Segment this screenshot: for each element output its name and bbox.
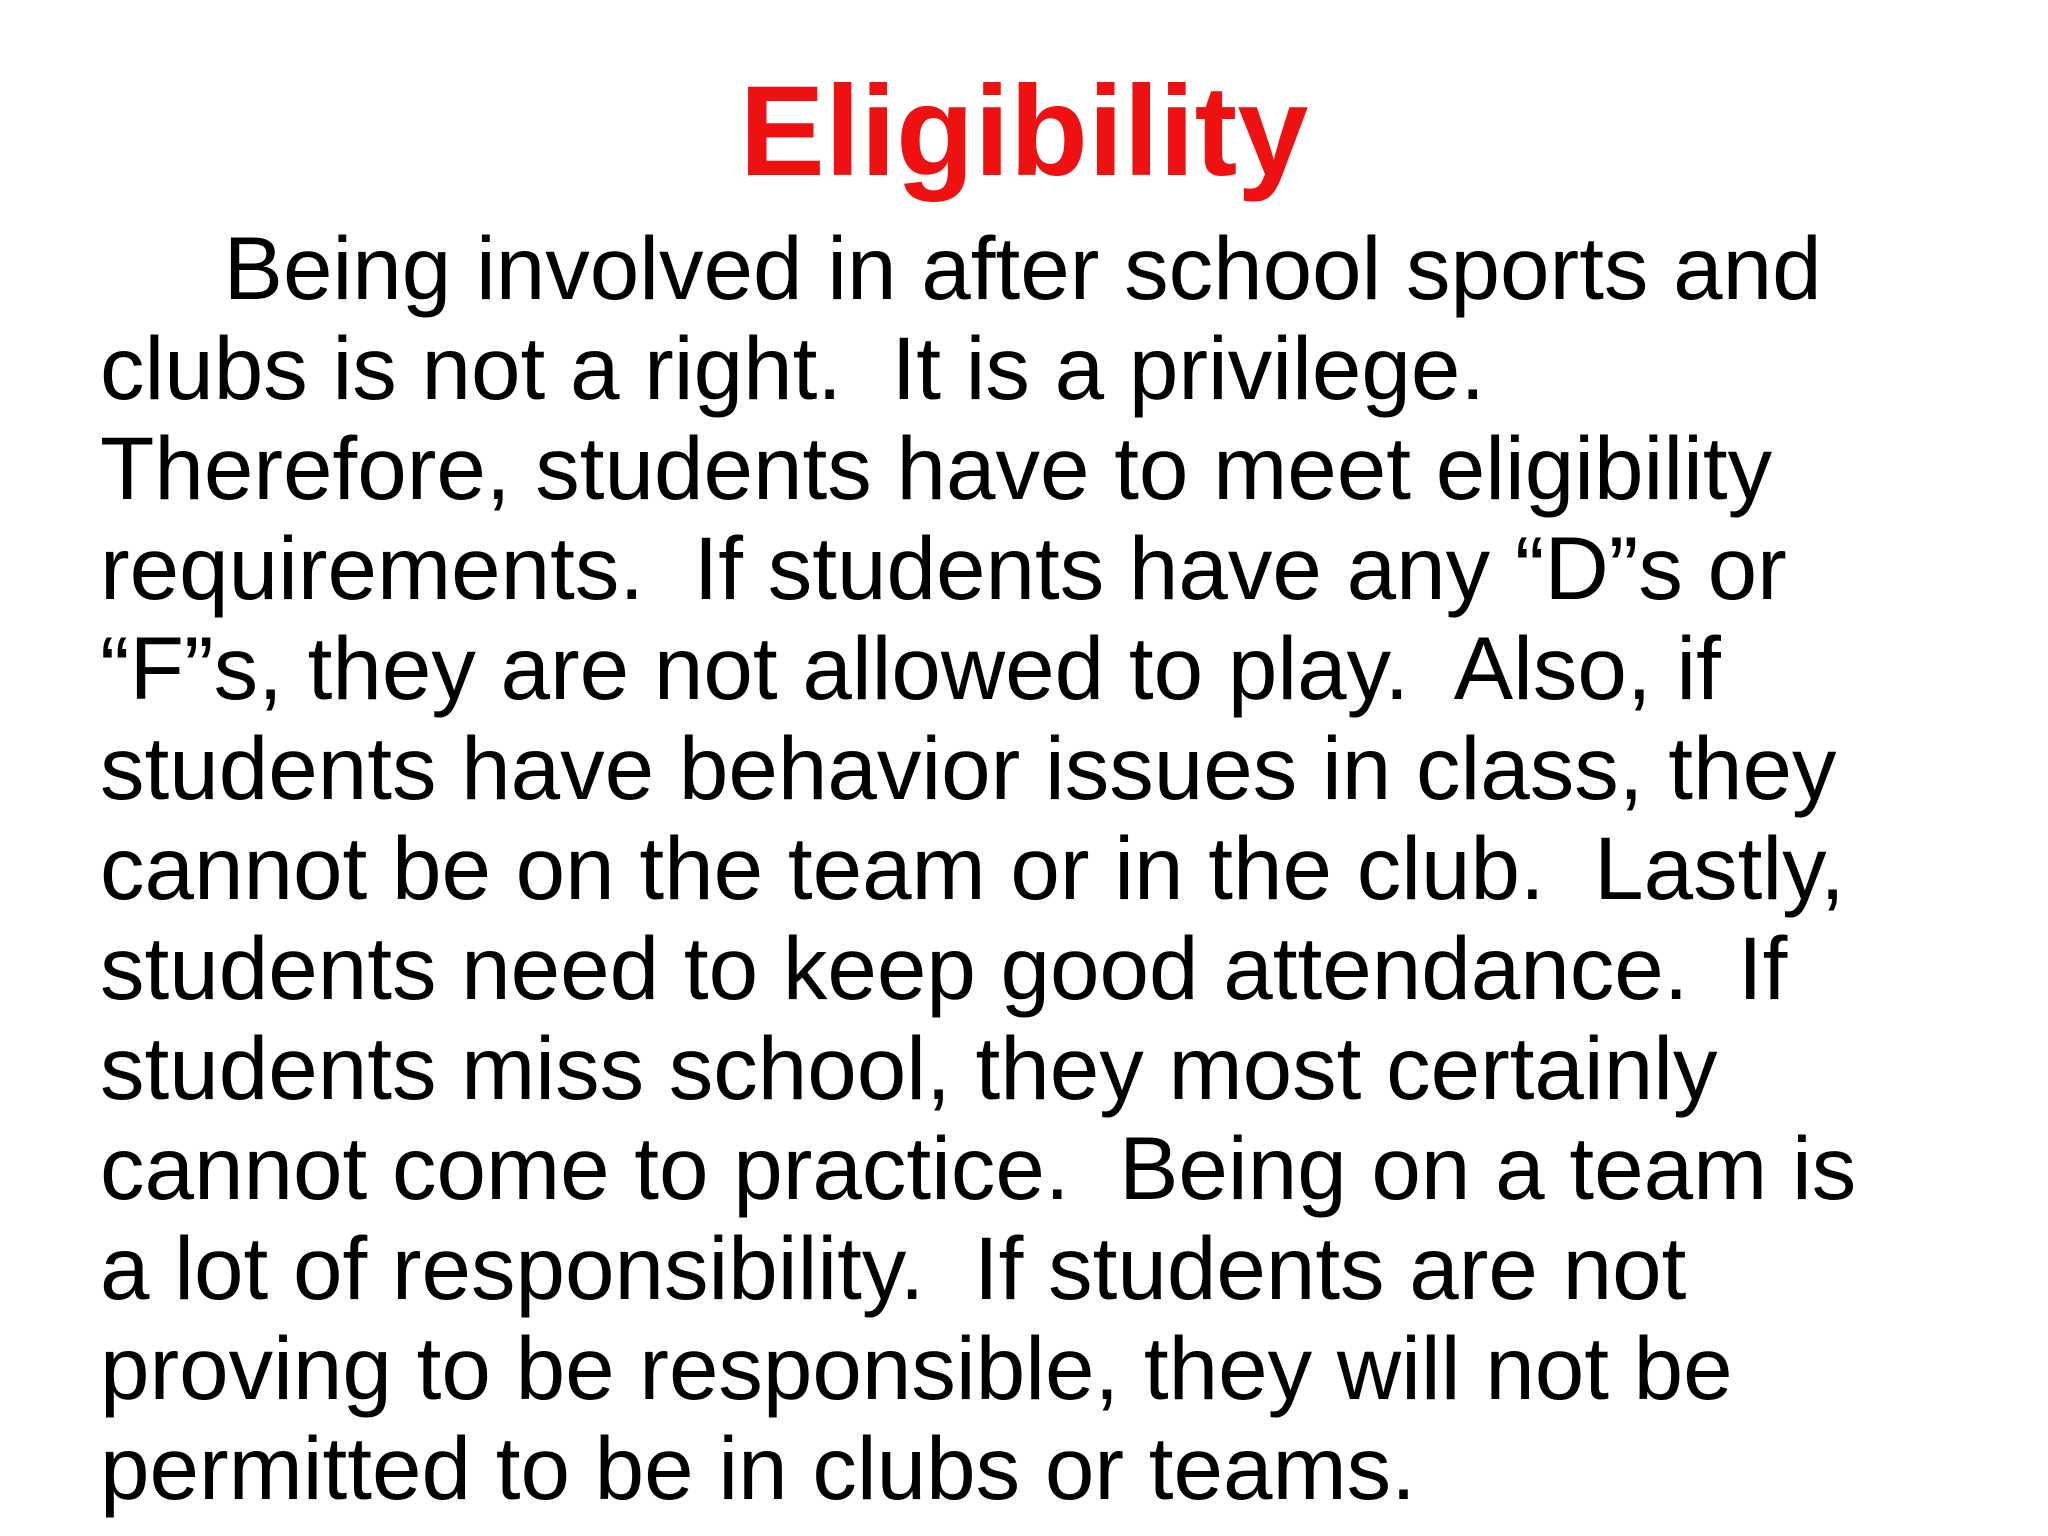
slide-body-paragraph [100,218,2000,1518]
body-line: clubs is not a right. It is a privilege. [100,318,1486,418]
body-line: Being involved in after school sports and [100,218,1822,318]
body-line: proving to be responsible, they will not be [100,1318,1733,1418]
slide-title: Eligibility [739,60,1309,203]
body-line: a lot of responsibility. If students are not [100,1218,1687,1318]
body-line: cannot come to practice. Being on a team is [100,1118,1857,1218]
body-line: “F”s, they are not allowed to play. Also, if [100,618,1721,718]
body-line: students miss school, they most certainly [100,1018,1718,1118]
body-line: permitted to be in clubs or teams. [100,1418,1416,1518]
body-line: cannot be on the team or in the club. Lastly, [100,818,1845,918]
body-line: students have behavior issues in class, they [100,718,1837,818]
body-line: Therefore, students have to meet eligibility [100,418,1773,518]
body-line: requirements. If students have any “D”s or [100,518,1787,618]
body-line: students need to keep good attendance. If [100,918,1788,1018]
